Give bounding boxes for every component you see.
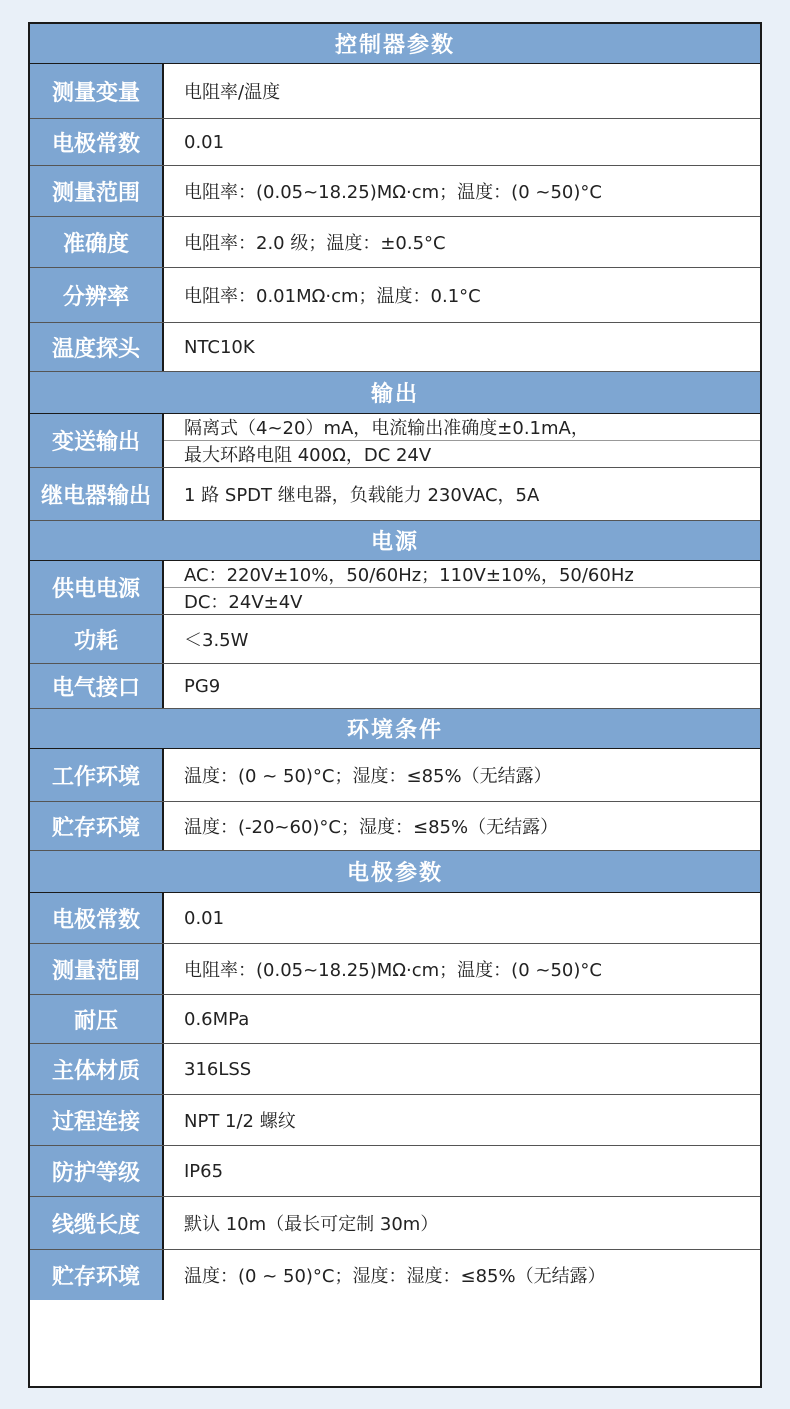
spec-row — [30, 64, 760, 119]
section — [30, 372, 760, 521]
spec-value: NPT 1/2 螺纹 — [184, 1111, 296, 1132]
section — [30, 851, 760, 1300]
section-header: 电极参数 — [30, 851, 760, 893]
spec-label: 测量范围 — [30, 166, 164, 216]
spec-row — [30, 749, 760, 802]
spec-label: 过程连接 — [30, 1095, 164, 1145]
spec-value: NTC10K — [184, 336, 255, 358]
spec-row — [30, 1250, 760, 1300]
spec-label: 贮存环境 — [30, 802, 164, 850]
spec-label: 测量范围 — [30, 944, 164, 994]
spec-row — [30, 944, 760, 995]
section-header: 控制器参数 — [30, 24, 760, 64]
section-header: 输出 — [30, 372, 760, 414]
spec-table — [28, 22, 762, 1388]
spec-row — [30, 1095, 760, 1146]
spec-label: 主体材质 — [30, 1044, 164, 1094]
spec-row — [30, 1044, 760, 1095]
spec-row — [30, 217, 760, 268]
spec-value: DC：24V±4V — [184, 592, 303, 613]
section-header: 电源 — [30, 521, 760, 561]
spec-label: 测量变量 — [30, 64, 164, 118]
spec-label: 变送输出 — [30, 414, 164, 467]
spec-row — [30, 119, 760, 166]
spec-value: 1 路 SPDT 继电器，负载能力 230VAC，5A — [184, 485, 540, 506]
spec-value: 默认 10m（最长可定制 30m） — [184, 1214, 439, 1235]
spec-label: 电气接口 — [30, 664, 164, 708]
spec-value: 温度：(0 ~ 50)°C；湿度：≤85%（无结露） — [184, 766, 552, 787]
spec-label: 继电器输出 — [30, 468, 164, 520]
spec-value: ＜3.5W — [184, 630, 249, 651]
section — [30, 521, 760, 709]
spec-row — [30, 893, 760, 944]
spec-row — [30, 995, 760, 1044]
spec-row — [30, 1197, 760, 1250]
section-header: 环境条件 — [30, 709, 760, 749]
spec-value: 电阻率：(0.05~18.25)MΩ·cm；温度：(0 ~50)°C — [184, 960, 602, 981]
spec-row — [30, 561, 760, 615]
spec-row — [30, 1146, 760, 1197]
spec-value: 电阻率：0.01MΩ·cm；温度：0.1°C — [184, 286, 481, 307]
spec-value: AC：220V±10%，50/60Hz；110V±10%，50/60Hz — [164, 561, 760, 588]
spec-label: 准确度 — [30, 217, 164, 267]
spec-value: 0.01 — [184, 907, 225, 929]
section — [30, 709, 760, 851]
spec-value: 电阻率：(0.05~18.25)MΩ·cm；温度：(0 ~50)°C — [184, 182, 602, 203]
spec-row — [30, 414, 760, 468]
spec-values — [164, 414, 760, 467]
spec-value: 电阻率：2.0 级；温度：±0.5°C — [184, 233, 446, 254]
spec-label: 电极常数 — [30, 119, 164, 165]
spec-label: 防护等级 — [30, 1146, 164, 1196]
spec-value: 316LSS — [184, 1058, 252, 1080]
spec-values — [164, 561, 760, 614]
spec-label: 线缆长度 — [30, 1197, 164, 1249]
spec-label: 工作环境 — [30, 749, 164, 801]
spec-row — [30, 166, 760, 217]
spec-row — [30, 268, 760, 323]
spec-label: 分辨率 — [30, 268, 164, 322]
spec-row — [30, 323, 760, 372]
spec-label: 电极常数 — [30, 893, 164, 943]
spec-label: 温度探头 — [30, 323, 164, 371]
spec-label: 功耗 — [30, 615, 164, 663]
spec-row — [30, 664, 760, 709]
spec-row — [30, 802, 760, 851]
spec-row — [30, 468, 760, 521]
spec-value: 0.6MPa — [184, 1008, 250, 1030]
spec-row — [30, 615, 760, 664]
spec-value: 0.01 — [184, 131, 225, 153]
spec-label: 耐压 — [30, 995, 164, 1043]
spec-value: IP65 — [184, 1160, 224, 1182]
spec-value: 电阻率/温度 — [184, 82, 281, 103]
spec-value: 隔离式（4~20）mA，电流输出准确度±0.1mA， — [164, 414, 760, 441]
section — [30, 24, 760, 372]
spec-value: 温度：(-20~60)°C；湿度：≤85%（无结露） — [184, 817, 559, 838]
spec-label: 贮存环境 — [30, 1250, 164, 1300]
spec-value: 最大环路电阻 400Ω，DC 24V — [184, 445, 432, 466]
spec-value: 温度：(0 ~ 50)°C；湿度：湿度：≤85%（无结露） — [184, 1266, 606, 1287]
spec-value: PG9 — [184, 675, 221, 697]
spec-label: 供电电源 — [30, 561, 164, 614]
